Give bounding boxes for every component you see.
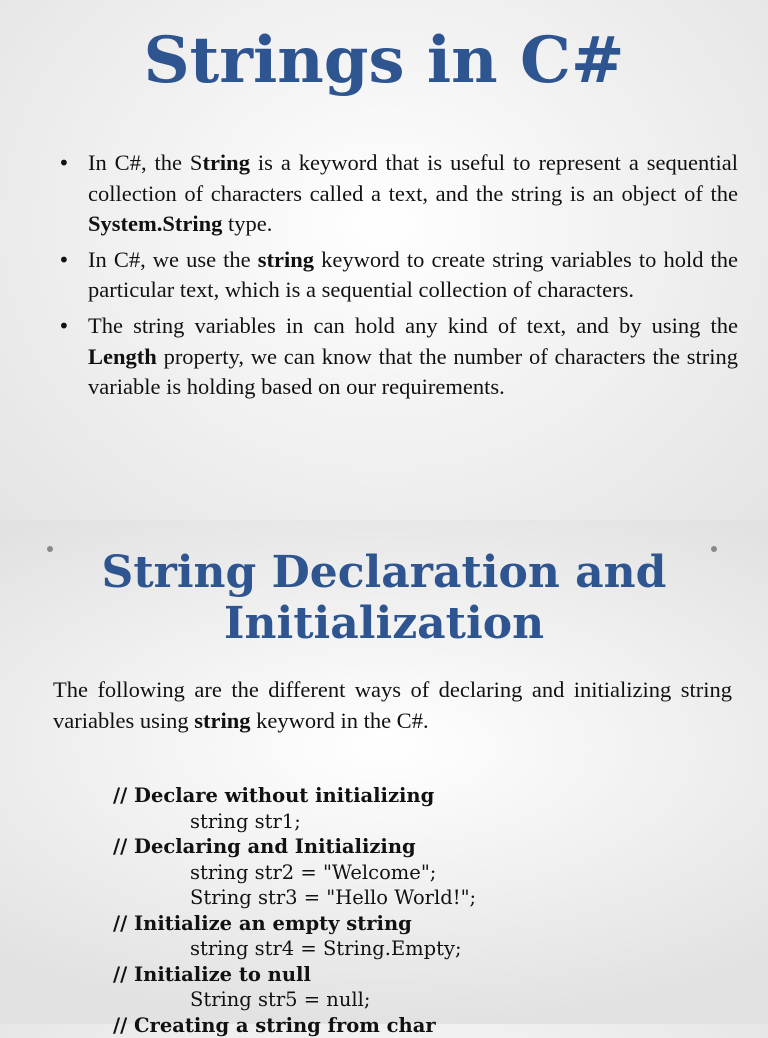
code-line: String str3 = "Hello World!";	[113, 885, 476, 911]
bullet-text: keyword to create string variables to hold the particular text, which is a sequential collection of characters.	[88, 247, 738, 303]
intro-bold: string	[194, 708, 250, 733]
slide-title: Strings in C#	[0, 22, 768, 100]
slide-title-line1: String Declaration and	[0, 547, 768, 599]
code-comment: // Initialize to null	[113, 962, 476, 988]
code-comment: // Declaring and Initializing	[113, 834, 476, 860]
bullet-text: In C#, we use the	[88, 247, 258, 272]
bullet-bold: tring	[202, 150, 250, 175]
intro-text: The following are the different ways of declaring and initializing string variables using	[53, 677, 732, 733]
code-comment: // Declare without initializing	[113, 783, 476, 809]
code-comment: // Creating a string from char	[113, 1013, 476, 1038]
intro-text: keyword in the C#.	[250, 708, 428, 733]
bullet-text: The string variables in can hold any kind of text, and by using the	[88, 313, 738, 338]
bullet-item	[58, 311, 738, 403]
bullet-text: In C#, the S	[88, 150, 202, 175]
bullet-text: is a keyword that is useful to represent a sequential collection of characters called a text, and the string is an object of the	[88, 150, 738, 206]
bullet-text: property, we can know that the number of characters the string variable is holding based on our requirements.	[88, 344, 738, 400]
code-line: String str5 = null;	[113, 987, 476, 1013]
bullet-list	[58, 148, 738, 408]
code-comment: // Initialize an empty string	[113, 911, 476, 937]
code-line: string str4 = String.Empty;	[113, 936, 476, 962]
bullet-item	[58, 148, 738, 240]
bullet-bold: string	[258, 247, 314, 272]
bullet-item	[58, 245, 738, 306]
bullet-text: type.	[222, 211, 272, 236]
bullet-bold: Length	[88, 344, 157, 369]
bullet-bold: System.String	[88, 211, 222, 236]
code-line: string str1;	[113, 809, 476, 835]
code-block	[113, 783, 476, 1038]
slide-title-line2: Initialization	[0, 598, 768, 650]
slide-string-declaration	[0, 520, 768, 1024]
intro-paragraph	[53, 675, 732, 736]
code-line: string str2 = "Welcome";	[113, 860, 476, 886]
